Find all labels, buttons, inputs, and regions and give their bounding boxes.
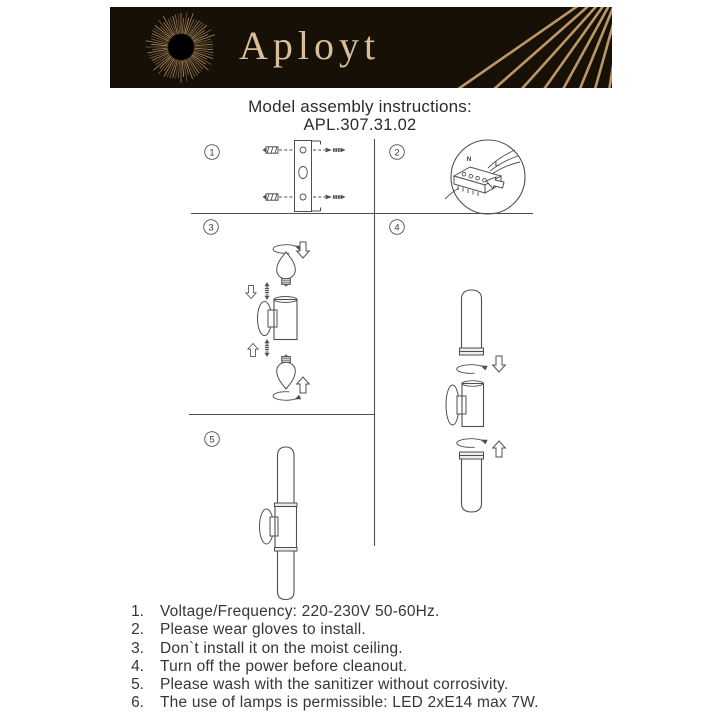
mounting-bracket [295,141,321,212]
model-number: APL.307.31.02 [303,116,417,134]
item-text: Voltage/Frequency: 220-230V 50-60Hz. [160,603,440,620]
svg-text:1: 1 [209,147,215,159]
glass-shade-top [460,290,484,355]
page-title: Model assembly instructions: [248,97,472,116]
step-4-panel [446,290,505,512]
item-text: Turn off the power before cleanout. [160,657,408,675]
instructions-list [124,603,604,713]
item-number: 1. [131,603,144,620]
wall-anchor-icon [263,147,295,153]
item-text: The use of lamps is permissible: LED 2xE14 max 7W. [160,694,539,712]
svg-text:4: 4 [394,222,400,234]
step-2-panel [445,140,525,214]
step-1-badge [205,145,220,160]
wire-label-l: L [495,161,499,168]
screw-icon [313,195,346,200]
item-number: 2. [131,621,144,639]
block-arrow-icon [248,343,258,356]
wall-anchor-icon [263,194,295,200]
block-arrow-icon [493,356,506,372]
item-number: 3. [131,639,144,657]
brand-banner [110,7,612,88]
instruction-item [124,640,604,658]
step-5-panel [260,447,298,600]
rotation-arrow-icon [457,365,488,374]
item-text: Please wash with the sanitizer without corrosivity. [160,676,509,694]
instruction-item [124,694,604,712]
wall-bracket [446,385,466,425]
glass-shade-top [278,447,295,505]
wire-label-n: N [466,156,472,163]
svg-text:2: 2 [394,147,400,159]
screw-icon [313,148,346,153]
step-5-badge [205,432,220,447]
screw-icon [264,282,271,300]
svg-text:5: 5 [209,434,215,446]
glass-shade-bottom [460,452,484,512]
item-number: 6. [131,694,144,712]
bulb-icon [277,355,296,389]
item-text: Don`t install it on the moist ceiling. [160,639,403,657]
step-3-panel [246,242,309,400]
brand-wordmark: Aployt [239,23,381,68]
block-arrow-icon [493,441,506,457]
assembly-diagram [0,130,720,608]
glass-shade-bottom [278,551,295,600]
block-arrow-icon [246,285,256,298]
screw-icon [264,339,271,357]
step-3-badge [204,220,219,235]
item-number: 5. [131,676,144,694]
instruction-item [124,621,604,639]
sunburst-logo-icon [146,13,215,83]
step-2-badge [390,145,405,160]
corner-rays-icon [365,7,612,88]
step-1-panel [263,141,346,212]
instruction-item [124,676,604,694]
block-arrow-icon [297,242,310,258]
rotation-arrow-icon [457,439,488,448]
instruction-item [124,603,604,621]
instruction-item [124,658,604,676]
bulb-icon [277,252,296,286]
svg-text:3: 3 [208,222,214,234]
item-number: 4. [131,657,144,675]
step-4-badge [390,220,405,235]
rotation-arrow-icon [273,392,301,401]
block-arrow-icon [297,377,310,393]
item-text: Please wear gloves to install. [160,621,366,639]
